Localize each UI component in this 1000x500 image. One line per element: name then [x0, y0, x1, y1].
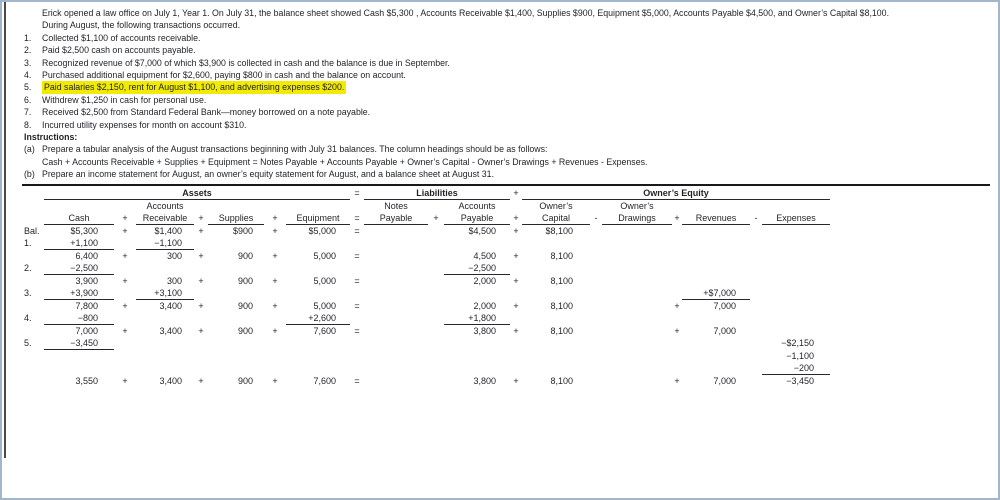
table-row — [22, 225, 998, 238]
operator-sign: + — [272, 275, 278, 286]
amount-cell: 3,800 — [473, 375, 496, 386]
amount-cell: 7,000 — [713, 375, 736, 386]
operator-sign: + — [513, 300, 519, 311]
operator-sign: + — [272, 375, 278, 386]
transaction-number: 1. — [24, 32, 32, 43]
operator-sign: = — [354, 375, 360, 386]
operator-sign: + — [272, 300, 278, 311]
transaction-text: Withdrew $1,250 in cash for personal use. — [42, 94, 207, 105]
amount-cell: 900 — [237, 325, 253, 336]
operator-sign: - — [594, 213, 598, 224]
amount-cell: 7,800 — [75, 300, 98, 311]
amount-cell: 900 — [237, 375, 253, 386]
table-group-header-row — [22, 187, 998, 200]
transaction-number: 2. — [24, 45, 32, 56]
row-label: 2. — [24, 263, 32, 274]
operator-sign: + — [198, 300, 204, 311]
operator-sign: = — [354, 300, 360, 311]
amount-cell: 7,000 — [75, 325, 98, 336]
operator-sign: + — [433, 213, 439, 224]
operator-sign: + — [198, 275, 204, 286]
amount-cell: $4,500 — [468, 225, 496, 236]
operator-sign: + — [272, 213, 278, 224]
operator-sign: + — [513, 250, 519, 261]
liabilities-group-label: Liabilities — [364, 187, 510, 201]
amount-cell: −1,100 — [136, 237, 194, 250]
amount-cell: −800 — [44, 312, 114, 325]
amount-cell: −$2,150 — [781, 338, 814, 349]
table-header-top-row — [22, 200, 998, 213]
table-row — [22, 250, 998, 263]
row-label: Bal. — [24, 225, 40, 236]
amount-cell: +3,900 — [44, 287, 114, 300]
amount-cell: +$7,000 — [682, 287, 750, 300]
amount-cell: 5,000 — [313, 300, 336, 311]
intro-line-1: Erick opened a law office on July 1, Year 1. On July 31, the balance sheet showed Cash $5,300 , Accounts Receivable $1,400, Supplies $900, Equipment $5,000, Accounts Payable $4,500, and Owner’s Capital $8,100. — [42, 8, 890, 18]
col-header-notes-payable: Payable — [364, 212, 428, 225]
table-body — [22, 225, 998, 388]
operator-sign: + — [122, 300, 128, 311]
amount-cell: −2,500 — [444, 262, 510, 275]
plus-sign: + — [513, 187, 519, 198]
transaction-item — [2, 94, 998, 106]
transaction-number: 7. — [24, 107, 32, 118]
amount-cell: 8,100 — [550, 275, 573, 286]
table-row — [22, 375, 998, 388]
operator-sign: = — [354, 325, 360, 336]
operator-sign: = — [354, 213, 360, 224]
instruction-letter-spacer — [24, 156, 42, 168]
operator-sign: + — [122, 375, 128, 386]
table-row — [22, 337, 998, 350]
amount-cell: $5,000 — [308, 225, 336, 236]
col-header-accounts-payable-top: Accounts — [458, 200, 496, 211]
row-label: 3. — [24, 288, 32, 299]
col-header-owners-capital-top: Owner’s — [539, 200, 573, 211]
table-row — [22, 275, 998, 288]
instruction-text: Prepare a tabular analysis of the August transactions beginning with July 31 balances. The column headings should be as follows: — [42, 144, 548, 155]
transaction-text: Incurred utility expenses for month on account $310. — [42, 119, 247, 130]
operator-sign: + — [272, 250, 278, 261]
equals-sign: = — [354, 187, 360, 198]
amount-cell: 3,400 — [159, 375, 182, 386]
operator-sign: + — [513, 213, 519, 224]
operator-sign: + — [122, 275, 128, 286]
operator-sign: - — [754, 213, 758, 224]
table-row — [22, 312, 998, 325]
document-content — [2, 2, 998, 387]
transaction-text: Recognized revenue of $7,000 of which $3,900 is collected in cash and the balance is due in September. — [42, 57, 450, 68]
col-header-cash: Cash — [44, 212, 114, 225]
intro-line-2: During August, the following transactions occurred. — [42, 20, 241, 31]
operator-sign: = — [354, 250, 360, 261]
amount-cell: 300 — [166, 250, 182, 261]
amount-cell: 5,000 — [313, 275, 336, 286]
amount-cell: $8,100 — [545, 225, 573, 236]
col-header-capital: Capital — [522, 212, 590, 225]
transaction-text: Purchased additional equipment for $2,600, paying $800 in cash and the balance on account. — [42, 70, 406, 81]
amount-cell: −200 — [762, 362, 830, 375]
left-margin-line — [4, 2, 6, 458]
transaction-item — [2, 44, 998, 56]
col-header-accounts-payable: Payable — [444, 212, 510, 225]
instructions-heading: Instructions: — [24, 132, 78, 143]
col-header-owners-drawings-top: Owner’s — [620, 200, 654, 211]
operator-sign: + — [198, 250, 204, 261]
operator-sign: + — [122, 250, 128, 261]
col-header-supplies: Supplies — [208, 212, 264, 225]
amount-cell: 7,600 — [313, 325, 336, 336]
operator-sign: + — [674, 213, 680, 224]
operator-sign: = — [354, 275, 360, 286]
amount-cell: 8,100 — [550, 325, 573, 336]
instruction-letter: (b) — [24, 169, 35, 180]
amount-cell: 6,400 — [75, 250, 98, 261]
amount-cell: 4,500 — [473, 250, 496, 261]
col-header-drawings: Drawings — [602, 212, 672, 225]
amount-cell: −3,450 — [44, 337, 114, 350]
table-row — [22, 300, 998, 313]
amount-cell: 2,000 — [473, 275, 496, 286]
instruction-item-a-continued — [2, 156, 998, 168]
amount-cell: 8,100 — [550, 250, 573, 261]
amount-cell: +1,800 — [444, 312, 510, 325]
owners-equity-group-label: Owner’s Equity — [522, 187, 830, 201]
amount-cell: 900 — [237, 275, 253, 286]
amount-cell: 3,550 — [75, 375, 98, 386]
operator-sign: + — [513, 325, 519, 336]
operator-sign: + — [513, 275, 519, 286]
col-header-receivable: Receivable — [136, 212, 194, 225]
table-row — [22, 350, 998, 363]
amount-cell: $1,400 — [154, 225, 182, 236]
operator-sign: + — [513, 225, 519, 236]
amount-cell: 300 — [166, 275, 182, 286]
row-label: 1. — [24, 238, 32, 249]
amount-cell: $900 — [232, 225, 253, 236]
amount-cell: −3,450 — [786, 375, 814, 386]
assets-group-label: Assets — [44, 187, 350, 201]
table-row — [22, 325, 998, 338]
operator-sign: = — [354, 225, 360, 236]
transaction-number: 8. — [24, 119, 32, 130]
operator-sign: + — [674, 375, 680, 386]
amount-cell: 3,400 — [159, 325, 182, 336]
table-row — [22, 362, 998, 375]
transaction-item — [2, 106, 998, 118]
transaction-item-highlighted — [2, 81, 998, 93]
transaction-item — [2, 32, 998, 44]
amount-cell: 5,000 — [313, 250, 336, 261]
operator-sign: + — [513, 375, 519, 386]
operator-sign: + — [198, 375, 204, 386]
transaction-item — [2, 69, 998, 81]
amount-cell: 2,000 — [473, 300, 496, 311]
operator-sign: + — [272, 225, 278, 236]
operator-sign: + — [272, 325, 278, 336]
transaction-number: 3. — [24, 57, 32, 68]
amount-cell: 8,100 — [550, 375, 573, 386]
amount-cell: +3,100 — [136, 287, 194, 300]
row-label: 5. — [24, 338, 32, 349]
col-header-expenses: Expenses — [762, 212, 830, 225]
amount-cell: 3,800 — [473, 325, 496, 336]
table-row — [22, 262, 998, 275]
table-top-rule — [22, 184, 990, 186]
transaction-item — [2, 119, 998, 131]
amount-cell: 3,900 — [75, 275, 98, 286]
operator-sign: + — [122, 325, 128, 336]
col-header-notes-payable-top: Notes — [384, 200, 408, 211]
amount-cell: 7,000 — [713, 325, 736, 336]
operator-sign: + — [674, 325, 680, 336]
amount-cell: 900 — [237, 300, 253, 311]
amount-cell: 8,100 — [550, 300, 573, 311]
transaction-text: Received $2,500 from Standard Federal Bank—money borrowed on a note payable. — [42, 107, 371, 118]
transaction-number: 4. — [24, 70, 32, 81]
operator-sign: + — [122, 213, 128, 224]
amount-cell: −1,100 — [786, 350, 814, 361]
amount-cell: $5,300 — [70, 225, 98, 236]
transaction-number: 5. — [24, 82, 32, 93]
instruction-letter: (a) — [24, 144, 35, 155]
amount-cell: +2,600 — [286, 312, 350, 325]
operator-sign: + — [198, 325, 204, 336]
operator-sign: + — [674, 300, 680, 311]
transaction-text: Paid salaries $2,150, rent for August $1,100, and advertising expenses $200. — [44, 82, 345, 93]
operator-sign: + — [198, 213, 204, 224]
amount-cell: 900 — [237, 250, 253, 261]
transaction-text: Paid $2,500 cash on accounts payable. — [42, 45, 196, 56]
instruction-text: Cash + Accounts Receivable + Supplies + Equipment = Notes Payable + Accounts Payable + Owner’s Capital - Owner’s Drawings + Revenues - Expenses. — [42, 156, 648, 167]
row-label: 4. — [24, 313, 32, 324]
col-header-revenues: Revenues — [682, 212, 750, 225]
instruction-text: Prepare an income statement for August, an owner’s equity statement for August, and a balance sheet at August 31. — [42, 169, 495, 180]
operator-sign: + — [198, 225, 204, 236]
worksheet-table — [22, 187, 998, 388]
col-header-equipment: Equipment — [286, 212, 350, 225]
instruction-item-b — [2, 168, 998, 180]
table-row — [22, 237, 998, 250]
amount-cell: 3,400 — [159, 300, 182, 311]
instruction-item-a — [2, 143, 998, 155]
amount-cell: 7,600 — [313, 375, 336, 386]
table-header-main-row — [22, 212, 998, 225]
transaction-number: 6. — [24, 94, 32, 105]
col-header-accounts-receivable-top: Accounts — [146, 200, 184, 211]
amount-cell: +1,100 — [44, 237, 114, 250]
transaction-item — [2, 57, 998, 69]
amount-cell: 7,000 — [713, 300, 736, 311]
transaction-text: Collected $1,100 of accounts receivable. — [42, 32, 201, 43]
amount-cell: −2,500 — [44, 262, 114, 275]
operator-sign: + — [122, 225, 128, 236]
table-row — [22, 287, 998, 300]
